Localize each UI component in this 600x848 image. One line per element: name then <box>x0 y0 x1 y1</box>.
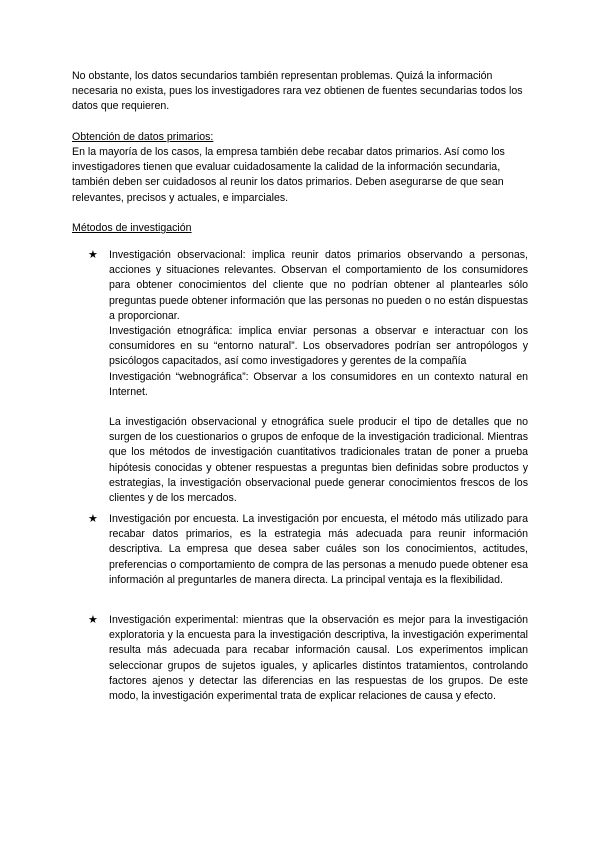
observational-summary-paragraph: La investigación observacional y etnográfica suele producir el tipo de detalles que no surgen de los cuestionarios o grupos de enfoque de la investigación tradicional. Mientras que los métodos de investigación cuantitativos tradicionales tratan de poner a prueba hipótesis conocidas y obtener respuestas a preguntas bien definidas sobre productos y estrategias, la investigación observacional puede generar conocimientos frescos de los clientes y de los mercados. <box>109 416 528 505</box>
primary-data-paragraph: En la mayoría de los casos, la empresa también debe recabar datos primarios. Así como los investigadores tienen que evaluar cuidadosamente la calidad de la información secundaria, también deben ser cuidadosos al reunir los datos primarios. Deben asegurarse de que sean relevantes, precisos y actuales, e imparciales. <box>72 146 505 204</box>
star-bullet-icon: ★ <box>88 249 98 261</box>
experimental-paragraph: Investigación experimental: mientras que la observación es mejor para la investigación exploratoria y la encuesta para la investigación descriptiva, la investigación experimental resulta más adecuada para recabar información causal. Los experimentos implican seleccionar grupos de sujetos iguales, y aplicarles distintos tratamientos, controlando factores ajenos y detectar las diferencias en las respuestas de los grupos. De este modo, la investigación experimental trata de explicar relaciones de causa y efecto. <box>109 614 528 703</box>
intro-paragraph: No obstante, los datos secundarios también representan problemas. Quizá la información necesaria no exista, pues los investigadores rara vez obtienen de fuentes secundarias todos los datos que requieren. <box>72 70 523 113</box>
webnographic-paragraph: Investigación “webnográfica”: Observar a los consumidores en un contexto natural en Internet. <box>109 370 528 398</box>
observational-paragraph: Investigación observacional: implica reunir datos primarios observando a personas, acciones y situaciones relevantes. Observan el comportamiento de los consumidores para obtener conocimientos del cliente que no podrían obtener al plantearles sólo preguntas puede obtener información que las personas no pueden o no están dispuestas a proporcionar. <box>109 249 528 322</box>
bullet-survey <box>88 512 528 588</box>
star-bullet-icon: ★ <box>88 614 98 626</box>
bullet-observational <box>88 248 528 506</box>
star-bullet-icon: ★ <box>88 513 98 525</box>
survey-paragraph: Investigación por encuesta. La investigación por encuesta, el método más utilizado para recabar datos primarios, es la estrategia más adecuada para reunir información descriptiva. La empresa que desea saber cuáles son los conocimientos, actitudes, preferencias o comportamiento de compra de las personas a menudo puede obtener esa información al preguntarles de manera directa. La principal ventaja es la flexibilidad. <box>109 513 528 586</box>
methods-heading: Métodos de investigación <box>72 222 192 234</box>
primary-data-heading: Obtención de datos primarios: <box>72 131 214 143</box>
bullet-experimental <box>88 613 528 704</box>
ethnographic-paragraph: Investigación etnográfica: implica enviar personas a observar e interactuar con los consumidores en su “entorno natural”. Los observadores podrían ser antropólogos y psicólogos capacitados, así como investigadores y gerentes de la compañía <box>109 325 528 368</box>
